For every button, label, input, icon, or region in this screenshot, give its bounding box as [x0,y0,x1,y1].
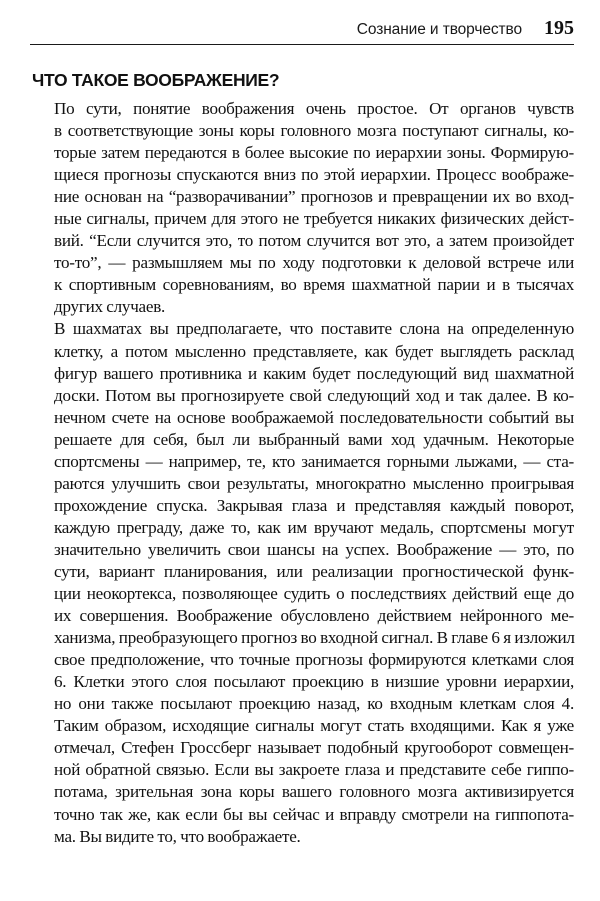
text-line: к спортивным соревнованиям, во время шахматной парии и в тысячах [54,275,574,295]
page-number: 195 [544,17,574,39]
text-line: точно так же, как если бы вы сейчас и вправду смотрели на гиппопота- [54,804,574,824]
text-line: По сути, понятие воображения очень простое. От органов чувств [54,99,574,118]
text-line: решаете для себя, был ли выбранный вами ход удачным. Некоторые [54,429,574,449]
section-heading: ЧТО ТАКОЕ ВООБРАЖЕНИЕ? [32,70,280,90]
paragraph-2 [32,318,574,847]
text-line: потама, зрительная зона коры вашего головного мозга активизируется [54,782,574,802]
text-line: сути, вариант планирования, или реализации прогностической функ- [54,561,574,581]
text-line: ма. Вы видите то, что воображаете. [54,826,301,846]
paragraph-1 [32,98,574,318]
text-line: В шахматах вы предполагаете, что поставите слона на определенную [54,319,574,339]
running-header-title: Сознание и творчество [356,21,522,38]
text-line: ханизма, преобразующего прогноз во входной сигнал. В главе 6 я изложил [54,628,575,648]
text-line: фигур вашего противника и каким будет последующий вид шахматной [54,363,574,383]
text-line: спортсмены — например, те, кто занимается горными лыжами, — ста- [54,451,574,471]
text-line: отмечал, Стефен Гроссберг называет подобный кругооборот совмещен- [54,738,574,758]
text-line: в соответствующие зоны коры головного мозга поступают сигналы, ко- [54,121,574,141]
text-line: то-то”, — размышляем мы по ходу подготовки к деловой встрече или [54,253,574,273]
text-line: вий. “Если случится это, то потом случится вот это, а затем произойдет [54,231,574,251]
text-line: других случаев. [54,297,166,317]
text-line: значительно увеличить свои шансы на успех. Воображение — это, по [54,539,574,559]
text-line: ные сигналы, причем для этого не требуется никаких физических дейст- [54,209,574,229]
text-line: ной обратной связью. Если вы закроете глаза и представите себе гиппо- [54,760,574,780]
text-line: Таким образом, исходящие сигналы могут стать входящими. Как я уже [54,716,574,736]
text-line: прохождение спуска. Закрывая глаза и представляя каждый поворот, [54,495,574,515]
text-line: свое предположение, что точные прогнозы формируются клетками слоя [54,650,574,670]
text-line: каждую преграду, даже то, как им вручают медаль, спортсмены могут [54,517,574,537]
text-line: ции неокортекса, позволяющее судить о последствиях действий еще до [54,584,574,604]
text-line: клетку, а потом мысленно представляете, как будет выглядеть расклад [54,341,574,361]
text-line: нечном счете на основе воображаемой последовательности событий вы [54,407,574,427]
text-line: но они также посылают проекцию назад, ко входным клеткам слоя 4. [54,694,574,714]
body-text [32,98,574,848]
text-line: раются улучшить свои результаты, многократно мысленно проигрывая [54,473,574,493]
text-line: 6. Клетки этого слоя посылают проекцию в низшие уровни иерархии, [54,672,574,692]
text-line: доски. Потом вы прогнозируете свой следующий ход и так далее. В ко- [54,385,574,405]
text-line: торые затем передаются в более высокие по иерархии зоны. Формирую- [54,143,574,163]
text-line: щиеся прогнозы спускаются вниз по этой иерархии. Процесс воображе- [54,165,574,185]
text-line: ние основан на “разворачивании” прогнозов и превращении их во вход- [54,187,574,207]
running-header [30,16,574,45]
text-line: их совершения. Воображение обусловлено действием нейронного ме- [54,606,574,626]
